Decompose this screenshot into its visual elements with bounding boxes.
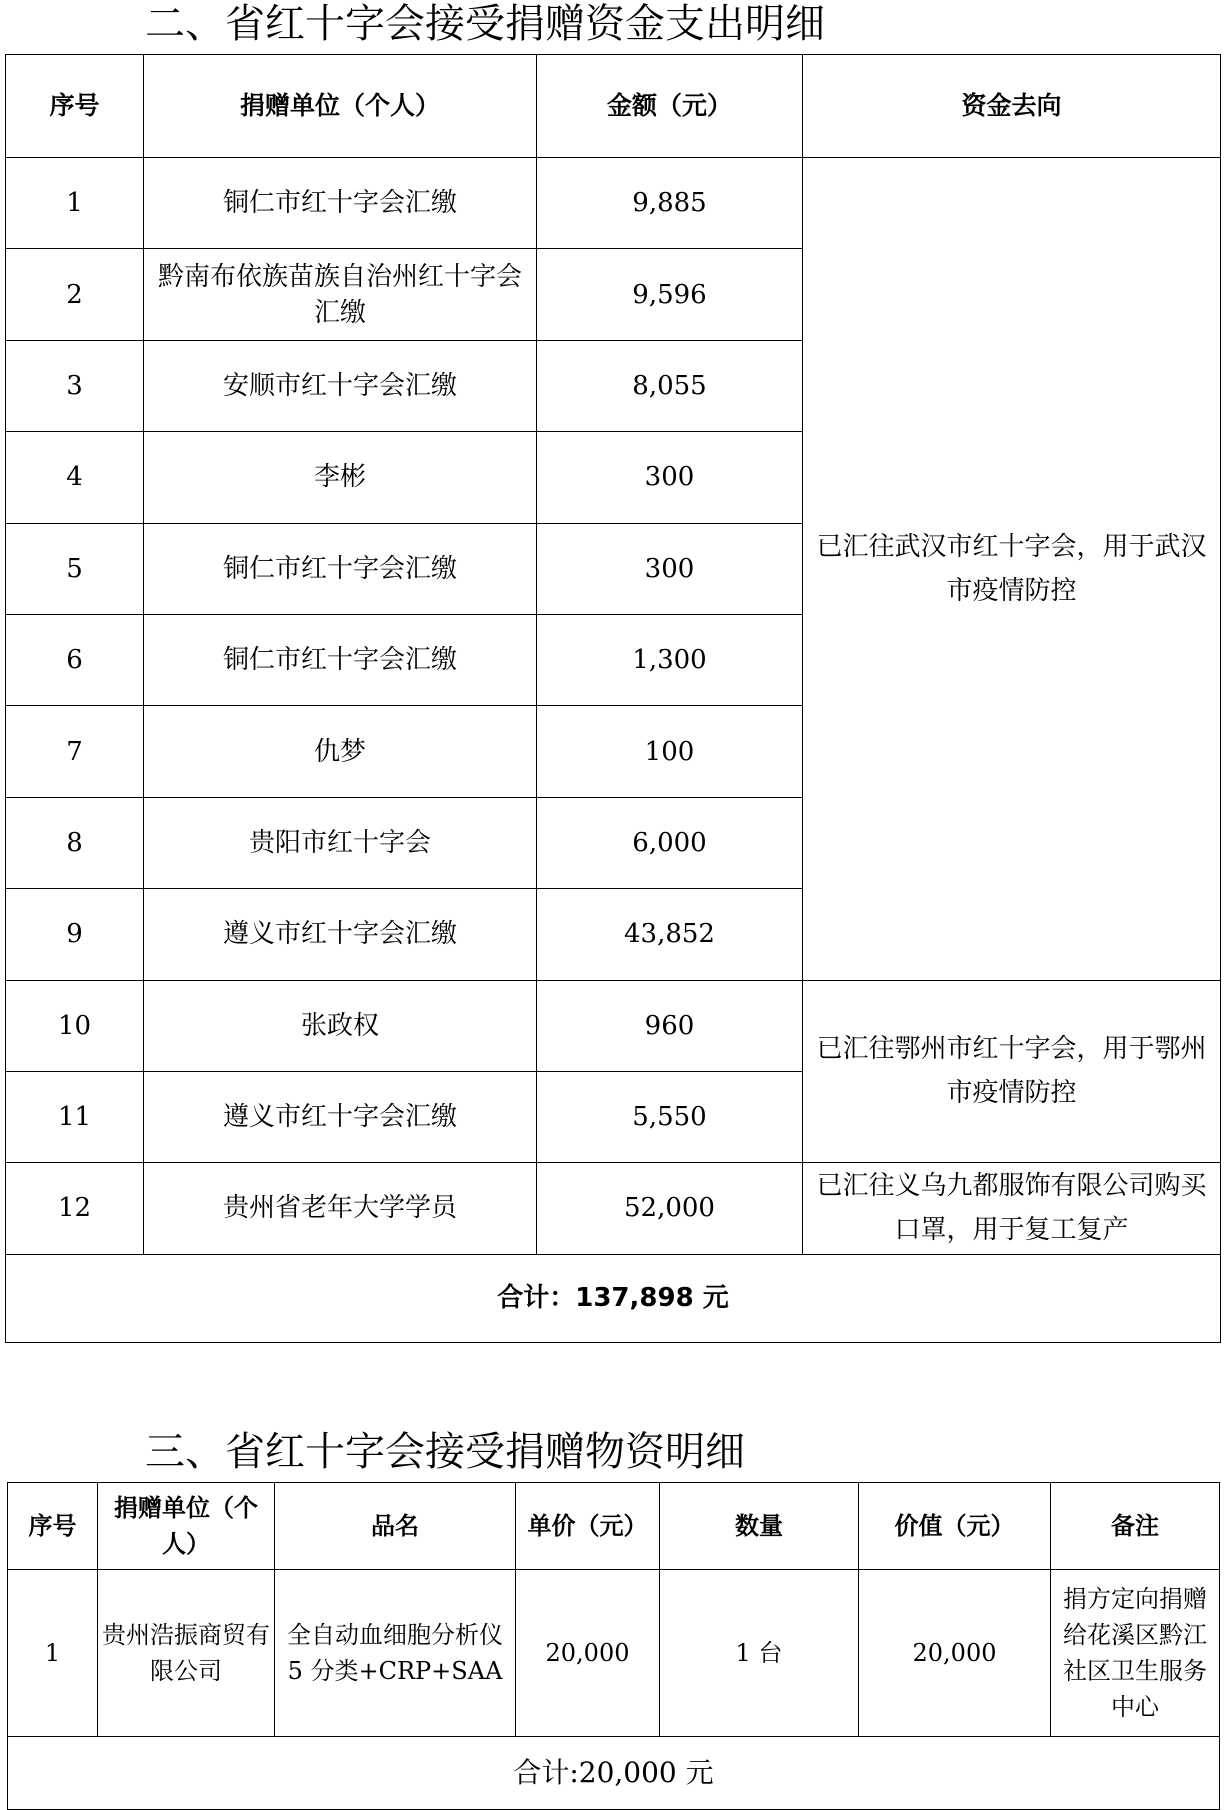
row-amount: 300 bbox=[537, 523, 803, 614]
row-amount: 960 bbox=[537, 980, 803, 1071]
header-item: 品名 bbox=[275, 1483, 516, 1570]
table-row bbox=[6, 1163, 1221, 1254]
row-no: 2 bbox=[6, 249, 144, 340]
row-no: 1 bbox=[6, 158, 144, 249]
row-amount: 6,000 bbox=[537, 797, 803, 888]
row-donor: 铜仁市红十字会汇缴 bbox=[144, 158, 537, 249]
row-unit-price: 20,000 bbox=[516, 1570, 660, 1737]
row-amount: 100 bbox=[537, 706, 803, 797]
header-row bbox=[6, 55, 1221, 158]
section-title-materials: 三、省红十字会接受捐赠物资明细 bbox=[145, 1429, 745, 1475]
row-donor: 安顺市红十字会汇缴 bbox=[144, 340, 537, 431]
row-donor: 贵阳市红十字会 bbox=[144, 797, 537, 888]
row-donor: 黔南布依族苗族自治州红十字会汇缴 bbox=[144, 249, 537, 340]
header-no: 序号 bbox=[8, 1483, 98, 1570]
row-item: 全自动血细胞分析仪 5 分类+CRP+SAA bbox=[275, 1570, 516, 1737]
table-row bbox=[8, 1570, 1220, 1737]
header-remark: 备注 bbox=[1051, 1483, 1220, 1570]
row-donor: 仇梦 bbox=[144, 706, 537, 797]
row-no: 10 bbox=[6, 980, 144, 1071]
header-amount: 金额（元） bbox=[537, 55, 803, 158]
table-row bbox=[6, 980, 1221, 1071]
section-title-funds: 二、省红十字会接受捐赠资金支出明细 bbox=[145, 1, 825, 47]
funds-total: 合计：137,898 元 bbox=[6, 1254, 1221, 1342]
row-value: 20,000 bbox=[859, 1570, 1051, 1737]
header-donor: 捐赠单位（个人） bbox=[144, 55, 537, 158]
row-no: 12 bbox=[6, 1163, 144, 1254]
row-amount: 8,055 bbox=[537, 340, 803, 431]
header-unit-price: 单价（元） bbox=[516, 1483, 660, 1570]
row-amount: 9,596 bbox=[537, 249, 803, 340]
table-row bbox=[6, 158, 1221, 249]
row-amount: 1,300 bbox=[537, 614, 803, 705]
row-donor: 铜仁市红十字会汇缴 bbox=[144, 614, 537, 705]
destination-wuhan: 已汇往武汉市红十字会，用于武汉市疫情防控 bbox=[803, 158, 1221, 981]
row-no: 1 bbox=[8, 1570, 98, 1737]
row-amount: 300 bbox=[537, 432, 803, 523]
row-donor: 李彬 bbox=[144, 432, 537, 523]
row-no: 3 bbox=[6, 340, 144, 431]
row-donor: 张政权 bbox=[144, 980, 537, 1071]
header-value: 价值（元） bbox=[859, 1483, 1051, 1570]
destination-yiwu: 已汇往义乌九都服饰有限公司购买口罩，用于复工复产 bbox=[803, 1163, 1221, 1254]
row-no: 6 bbox=[6, 614, 144, 705]
header-donor: 捐赠单位（个人） bbox=[98, 1483, 275, 1570]
header-no: 序号 bbox=[6, 55, 144, 158]
materials-total: 合计:20,000 元 bbox=[8, 1737, 1220, 1810]
row-donor: 贵州省老年大学学员 bbox=[144, 1163, 537, 1254]
row-quantity: 1 台 bbox=[660, 1570, 859, 1737]
destination-ezhou: 已汇往鄂州市红十字会，用于鄂州市疫情防控 bbox=[803, 980, 1221, 1163]
header-quantity: 数量 bbox=[660, 1483, 859, 1570]
row-amount: 52,000 bbox=[537, 1163, 803, 1254]
row-donor: 遵义市红十字会汇缴 bbox=[144, 1071, 537, 1162]
row-remark: 捐方定向捐赠给花溪区黔江社区卫生服务中心 bbox=[1051, 1570, 1220, 1737]
row-donor: 铜仁市红十字会汇缴 bbox=[144, 523, 537, 614]
materials-table bbox=[7, 1482, 1220, 1810]
row-no: 5 bbox=[6, 523, 144, 614]
row-no: 7 bbox=[6, 706, 144, 797]
row-amount: 5,550 bbox=[537, 1071, 803, 1162]
row-no: 4 bbox=[6, 432, 144, 523]
row-no: 8 bbox=[6, 797, 144, 888]
total-row bbox=[6, 1254, 1221, 1342]
row-donor: 遵义市红十字会汇缴 bbox=[144, 889, 537, 980]
row-no: 11 bbox=[6, 1071, 144, 1162]
row-amount: 43,852 bbox=[537, 889, 803, 980]
total-row bbox=[8, 1737, 1220, 1810]
row-no: 9 bbox=[6, 889, 144, 980]
header-destination: 资金去向 bbox=[803, 55, 1221, 158]
funds-table bbox=[5, 54, 1221, 1343]
row-amount: 9,885 bbox=[537, 158, 803, 249]
header-row bbox=[8, 1483, 1220, 1570]
row-donor: 贵州浩振商贸有限公司 bbox=[98, 1570, 275, 1737]
